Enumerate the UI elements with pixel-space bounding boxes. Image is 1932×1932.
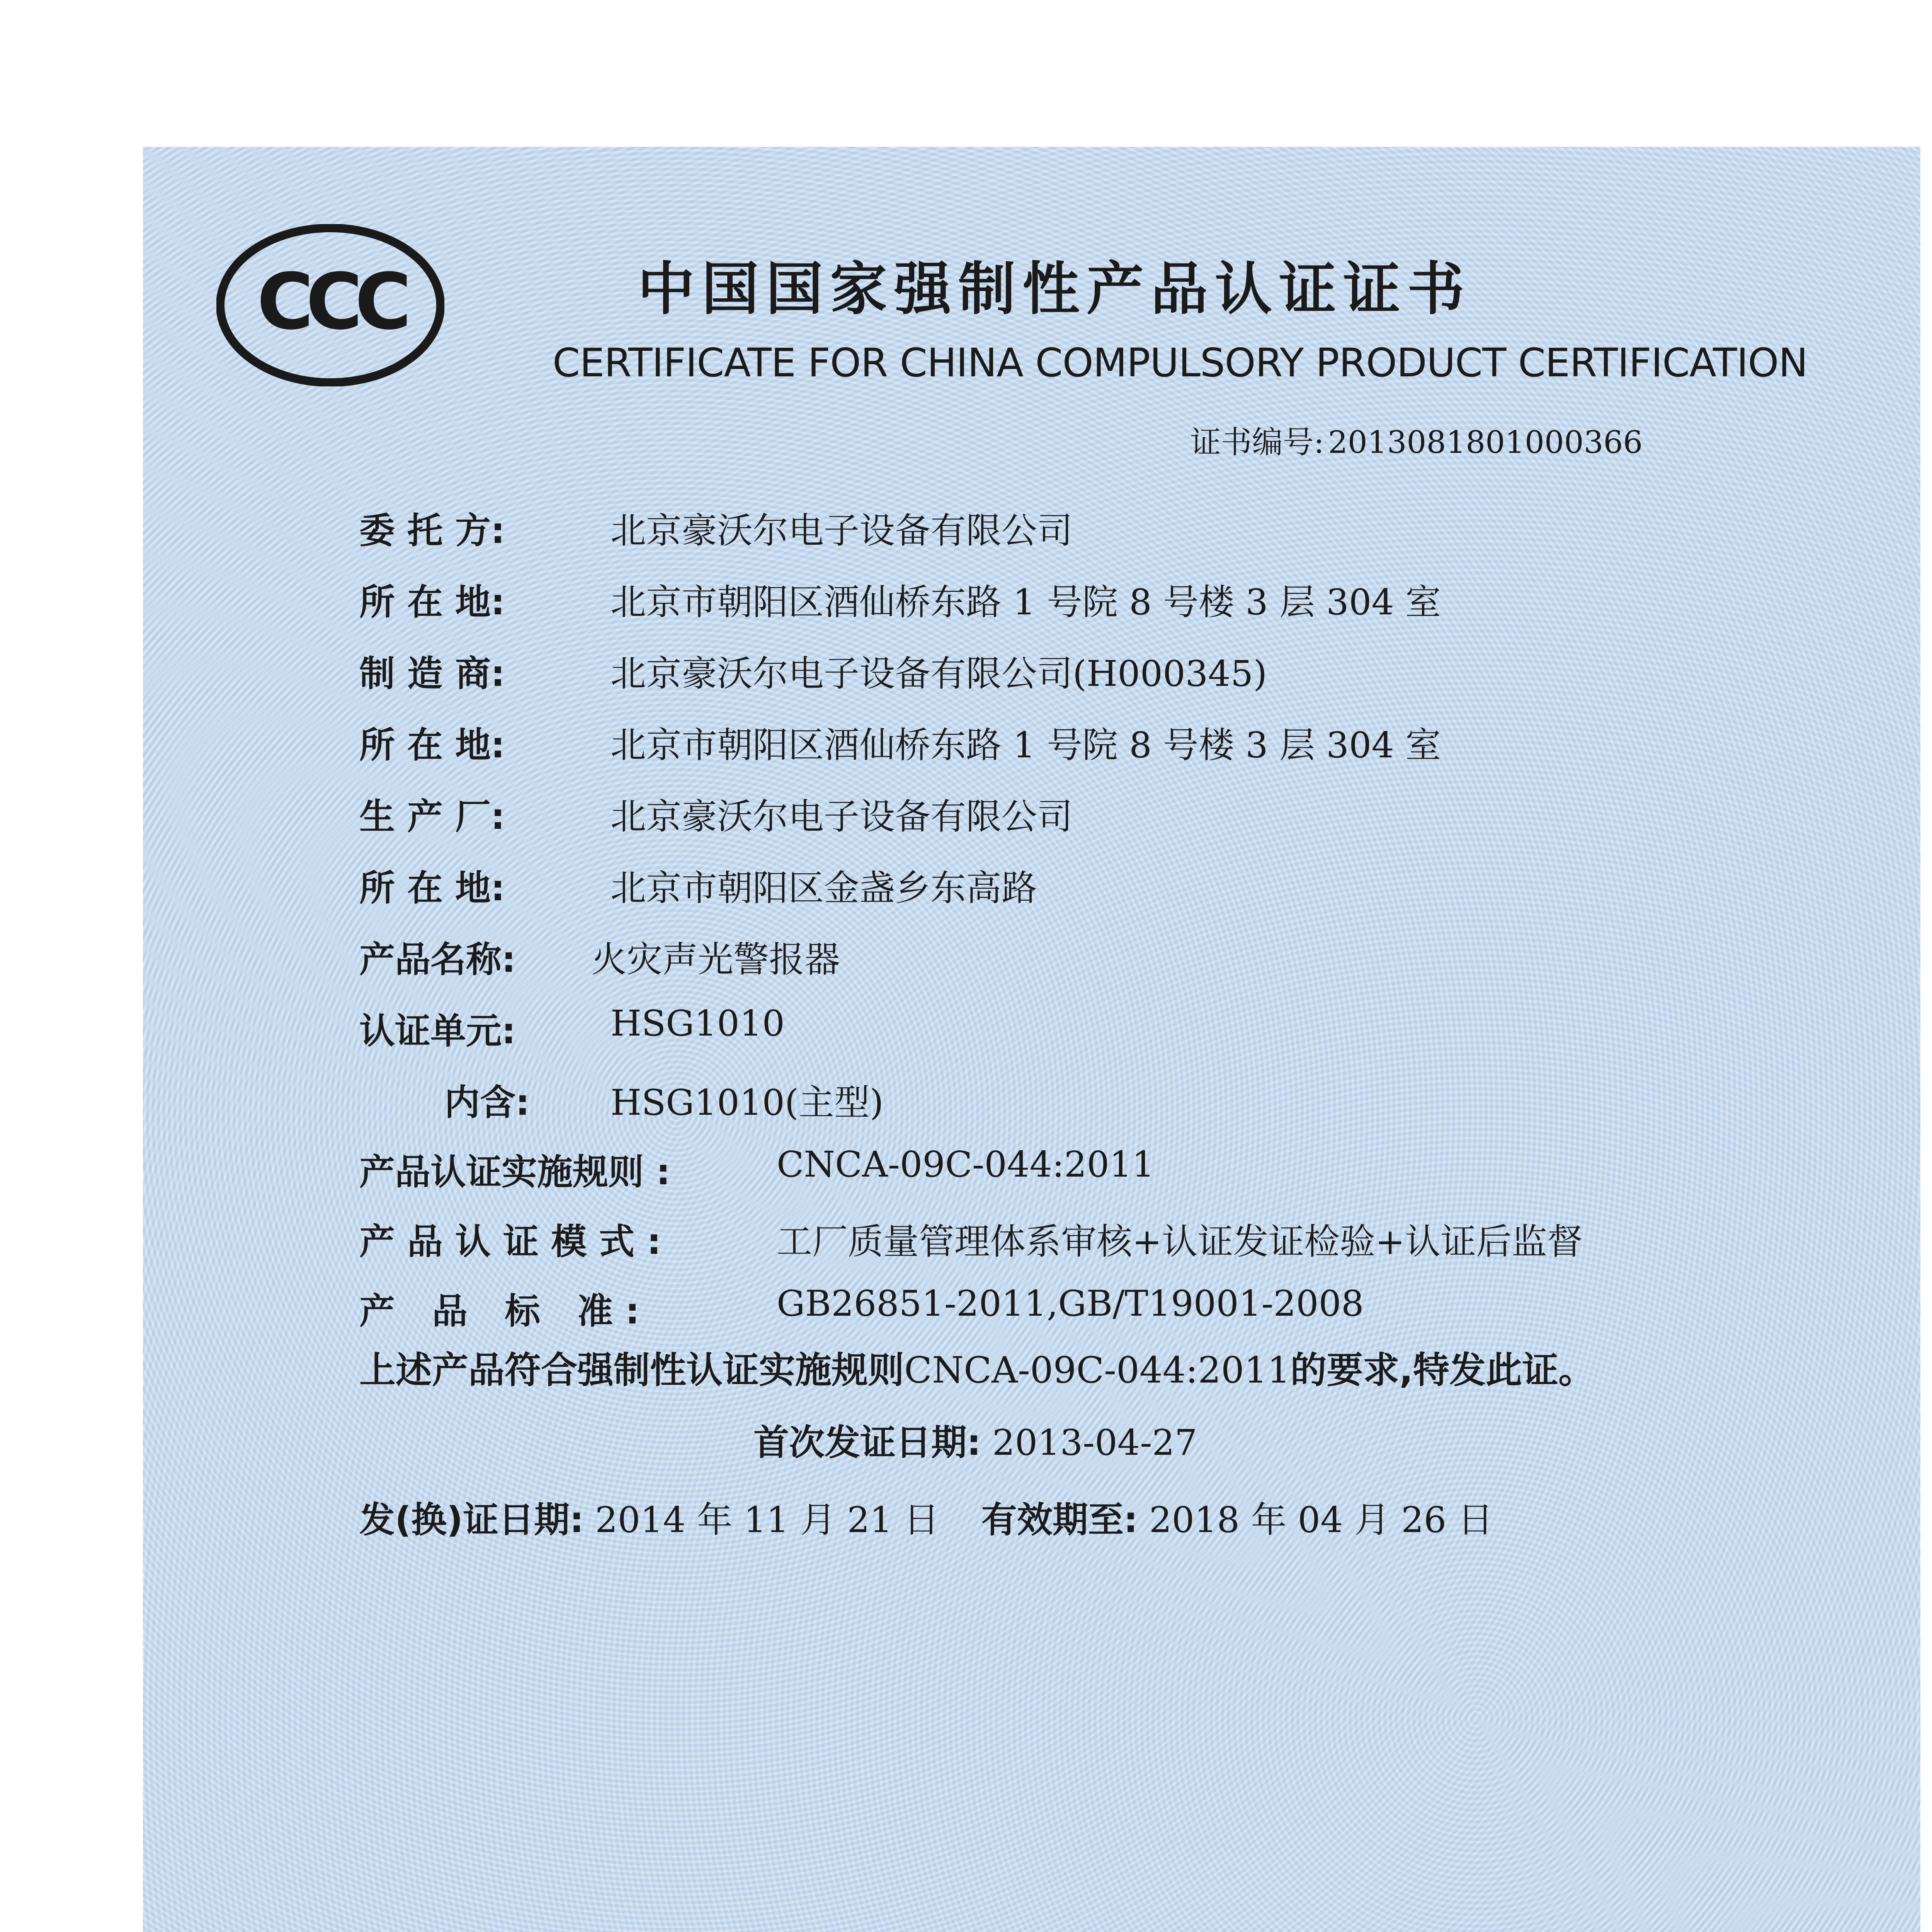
first-issue-value: 2013-04-27 <box>992 1422 1197 1463</box>
title-cn: 中国国家强制性产品认证证书 <box>638 256 1471 322</box>
field-label: 生 产 厂: <box>359 796 505 837</box>
cert-number-value: 2013081801000366 <box>1328 424 1643 460</box>
first-issue-label: 首次发证日期: <box>753 1422 981 1463</box>
field-row <box>359 860 1037 911</box>
field-label: 产品名称: <box>359 939 516 980</box>
field-value: 北京豪沃尔电子设备有限公司(H000345) <box>611 653 1267 694</box>
field-value: 北京豪沃尔电子设备有限公司 <box>611 796 1073 837</box>
field-row <box>359 1213 1583 1264</box>
expiry-date-label: 有效期至: <box>981 1499 1138 1541</box>
ccc-logo <box>216 224 444 386</box>
field-row <box>359 1283 1364 1334</box>
field-label: 认证单元: <box>359 1010 516 1052</box>
field-row <box>359 1144 1155 1195</box>
field-value: CNCA-09C-044:2011 <box>777 1144 1155 1185</box>
field-value: 北京市朝阳区金盏乡东高路 <box>611 867 1037 909</box>
field-row <box>359 645 1267 696</box>
field-label: 产 品 认 证 模 式 : <box>359 1221 661 1262</box>
field-label: 产品认证实施规则 : <box>359 1151 670 1193</box>
field-label: 内含: <box>444 1082 530 1123</box>
statement-rule: CNCA-09C-044:2011 <box>904 1349 1291 1391</box>
title-en: CERTIFICATE FOR CHINA COMPULSORY PRODUCT CERTIFICATION <box>553 340 1808 386</box>
cert-number-label: 证书编号: <box>1190 424 1324 460</box>
field-label: 所 在 地: <box>359 582 505 623</box>
field-row <box>444 1074 884 1125</box>
field-value: HSG1010 <box>611 1003 785 1044</box>
expiry-date-value: 2018 年 04 月 26 日 <box>1149 1499 1493 1541</box>
field-label: 所 在 地: <box>359 867 505 909</box>
field-label: 委 托 方: <box>359 510 505 551</box>
issue-date-value: 2014 年 11 月 21 日 <box>595 1499 939 1541</box>
compliance-statement <box>359 1341 1595 1393</box>
field-value: GB26851-2011,GB/T19001-2008 <box>777 1283 1364 1324</box>
statement-suffix: 的要求,特发此证。 <box>1290 1349 1595 1391</box>
field-row <box>359 502 1073 553</box>
ccc-logo-text: CCC <box>257 257 404 347</box>
field-value: 北京市朝阳区酒仙桥东路 1 号院 8 号楼 3 层 304 室 <box>611 582 1441 623</box>
issue-dates <box>359 1492 1493 1543</box>
field-row <box>359 1003 785 1054</box>
first-issue-date <box>753 1414 1197 1465</box>
field-label: 制 造 商: <box>359 653 505 694</box>
field-row <box>359 717 1441 768</box>
field-label: 产 品 标 准 : <box>359 1291 640 1332</box>
field-value: HSG1010(主型) <box>611 1082 884 1123</box>
field-label: 所 在 地: <box>359 724 505 766</box>
cert-number <box>1190 417 1643 462</box>
field-row <box>359 931 840 982</box>
field-value: 火灾声光警报器 <box>591 939 840 980</box>
field-value: 工厂质量管理体系审核+认证发证检验+认证后监督 <box>777 1221 1583 1262</box>
issue-date-label: 发(换)证日期: <box>359 1499 584 1541</box>
field-row <box>359 788 1073 839</box>
field-value: 北京豪沃尔电子设备有限公司 <box>611 510 1073 551</box>
statement-prefix: 上述产品符合强制性认证实施规则 <box>359 1349 905 1391</box>
field-value: 北京市朝阳区酒仙桥东路 1 号院 8 号楼 3 层 304 室 <box>611 724 1441 766</box>
field-row <box>359 574 1441 625</box>
